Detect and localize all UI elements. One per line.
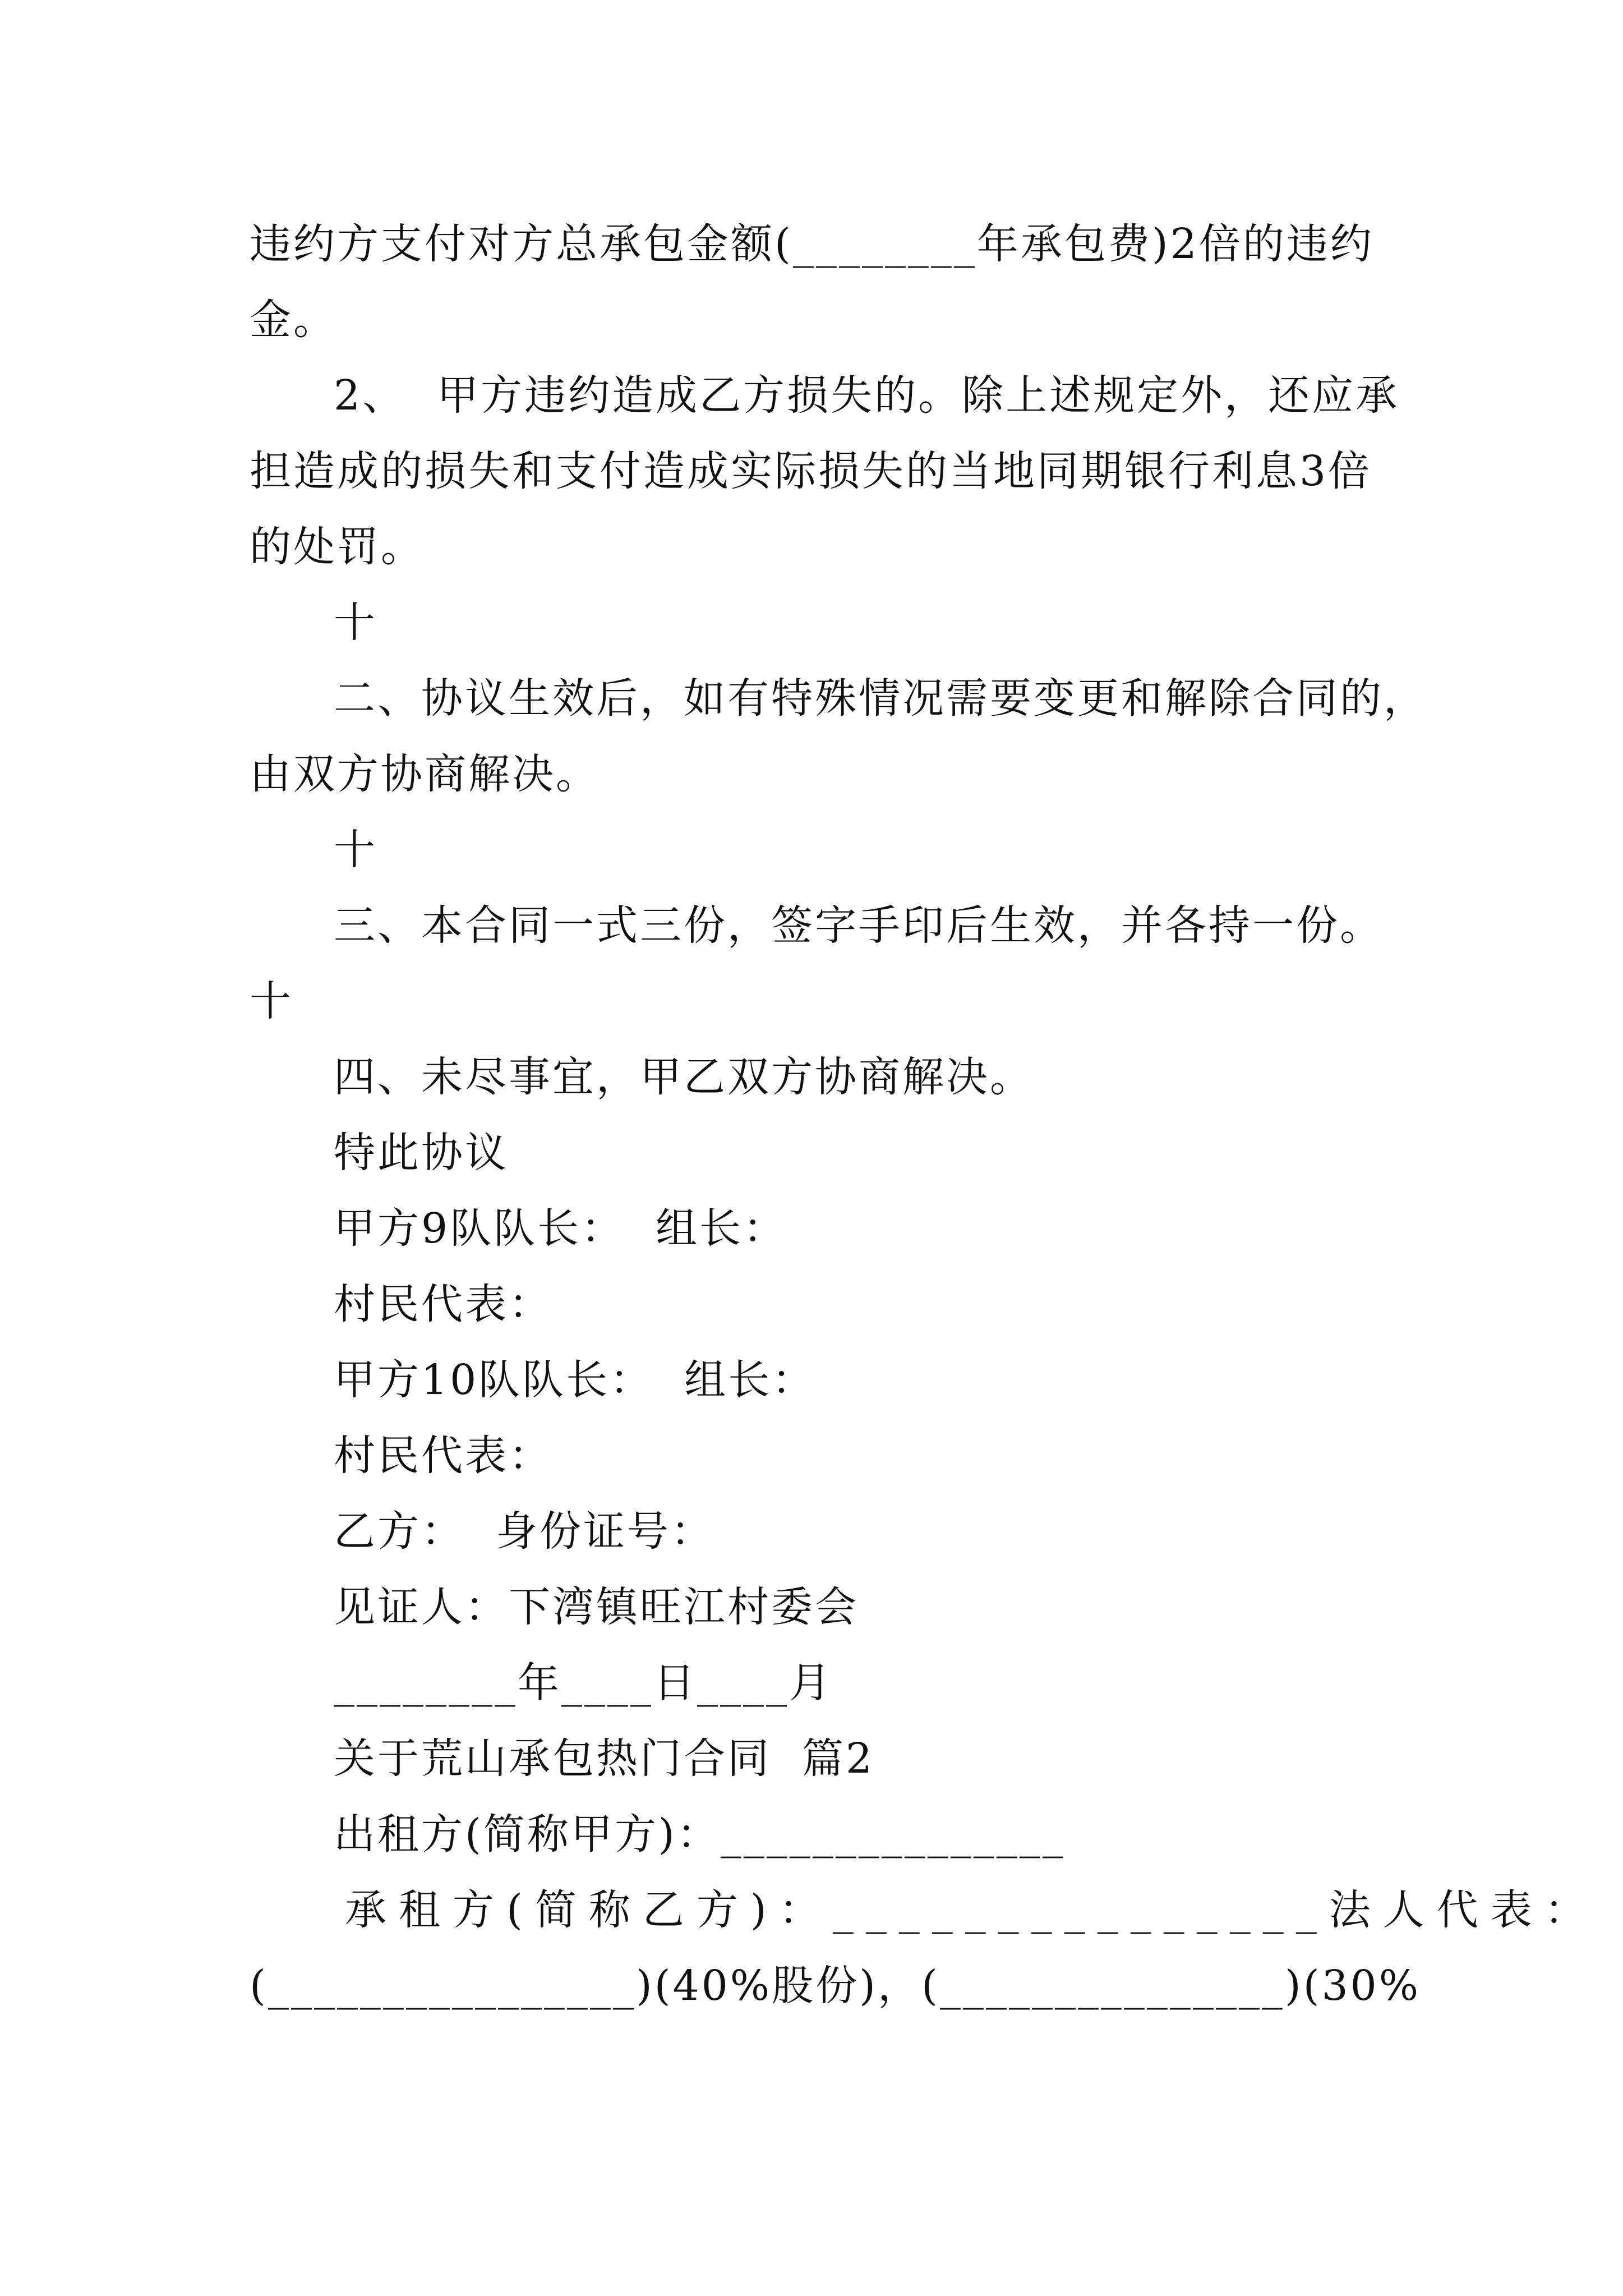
text-line: 由双方协商解决。 [250, 750, 600, 798]
text-line: 出租方(简称甲方)：_______________ [334, 1810, 1066, 1858]
text-line: 十 [250, 977, 293, 1025]
text-line: 担造成的损失和支付造成实际损失的当地同期银行利息3倍 [250, 447, 1372, 495]
text-line: 甲方10队队长： 组长： [334, 1356, 816, 1404]
text-line: 承租方(简称乙方)：_______________法人代表： [345, 1886, 1598, 1934]
text-line: 四、未尽事宜，甲乙双方协商解决。 [334, 1053, 1034, 1101]
text-line: 的处罚。 [250, 523, 425, 571]
text-line: (________________)(40%股份)，(_______________)(30% [250, 1962, 1421, 2010]
text-line: 三、本合同一式三份，签字手印后生效，并各持一份。 [334, 901, 1384, 950]
text-line: 甲方9队队长： 组长： [334, 1204, 787, 1253]
text-line: 关于荒山承包热门合同 篇2 [334, 1734, 875, 1783]
text-line: 十 [334, 599, 377, 647]
text-line: ________年____日____月 [334, 1659, 833, 1707]
text-line: 村民代表： [334, 1280, 552, 1328]
text-line: 二、协议生效后，如有特殊情况需要变更和解除合同的， [334, 674, 1427, 723]
text-line: 乙方： 身份证号： [334, 1507, 715, 1556]
text-line: 十 [334, 826, 377, 874]
text-line: 见证人：下湾镇旺江村委会 [334, 1583, 859, 1631]
text-line: 特此协议 [334, 1129, 509, 1177]
text-line: 违约方支付对方总承包金额(________年承包费)2倍的违约 [250, 220, 1374, 268]
text-line: 金。 [250, 296, 337, 344]
text-line: 2、 甲方违约造成乙方损失的。除上述规定外，还应承 [334, 371, 1400, 420]
text-line: 村民代表： [334, 1432, 552, 1480]
